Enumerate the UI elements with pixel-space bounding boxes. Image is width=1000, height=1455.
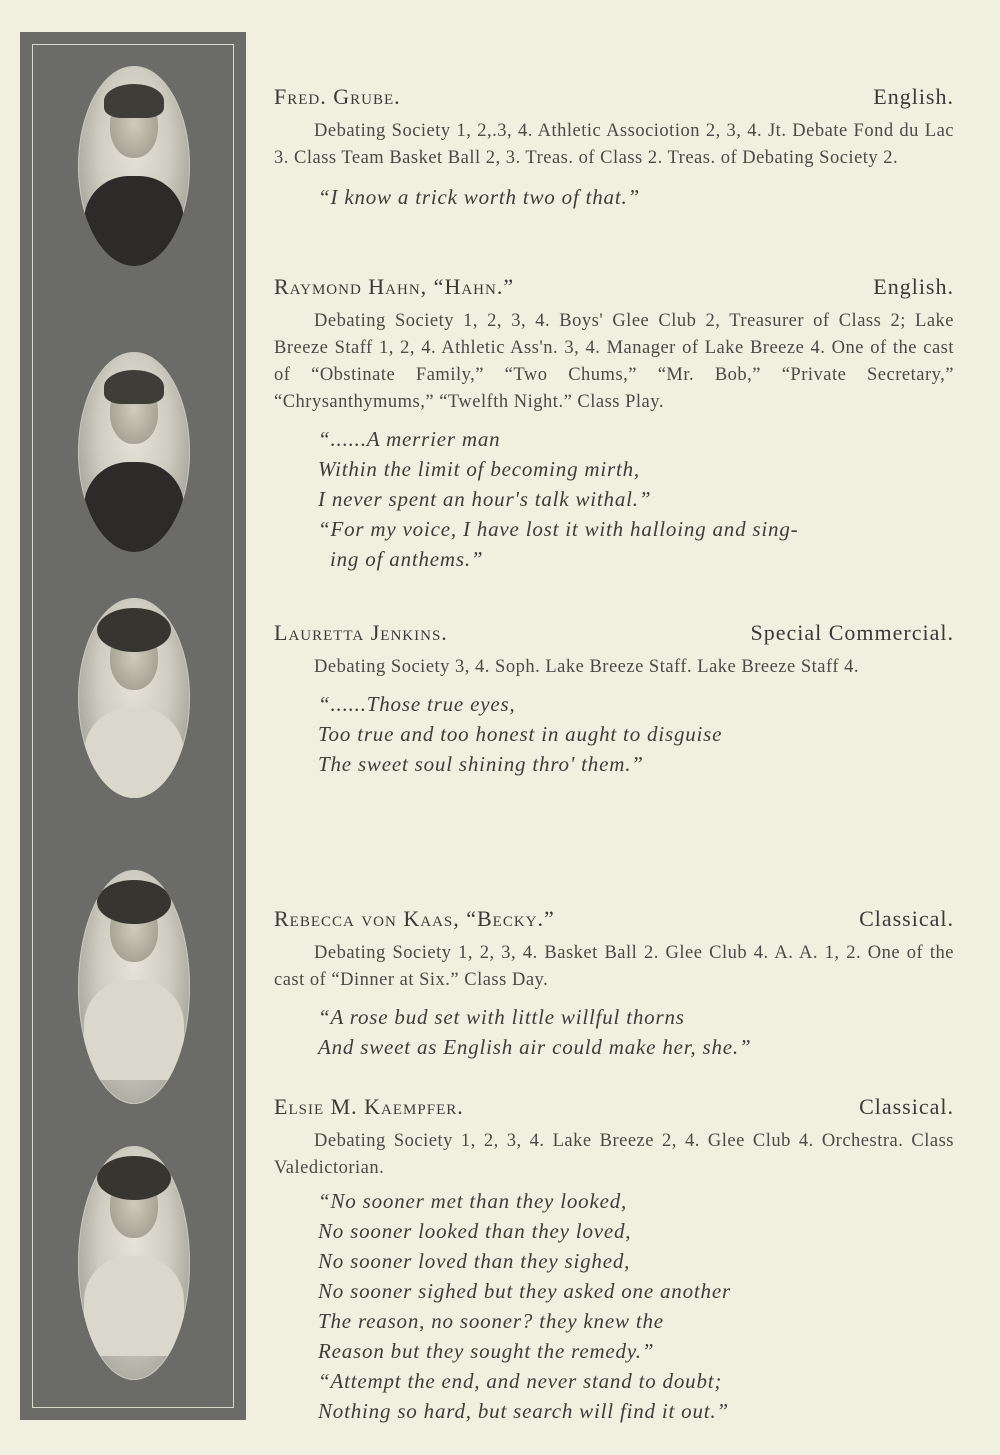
quote-line: Too true and too honest in aught to disguise [318, 722, 723, 746]
quote-line: “No sooner met than they looked, [318, 1189, 628, 1213]
quote-line: “For my voice, I have lost it with halloing and sing- [318, 517, 799, 541]
portrait-rebecca-von-kaas [78, 870, 190, 1104]
entry-heading [274, 906, 954, 940]
quote-line: Within the limit of becoming mirth, [318, 457, 640, 481]
activities-record: Debating Society 3, 4. Soph. Lake Breeze Staff. Lake Breeze Staff 4. [314, 657, 859, 677]
entry-fred-grube [274, 84, 954, 212]
student-quote [318, 182, 954, 212]
entry-heading [274, 274, 954, 308]
student-name: Rebecca von Kaas, “Becky.” [274, 906, 555, 931]
quote-line: ing of anthems.” [330, 547, 484, 571]
course-name: Special Commercial. [750, 620, 954, 645]
quote-line: “Attempt the end, and never stand to doubt; [318, 1369, 723, 1393]
portrait-fred-grube [78, 66, 190, 266]
student-name: Lauretta Jenkins. [274, 620, 448, 645]
quote-line: No sooner sighed but they asked one another [318, 1279, 731, 1303]
course-name: English. [873, 84, 954, 109]
quote-line: “......A merrier man [318, 427, 501, 451]
entry-heading [274, 620, 954, 654]
student-name: Fred. Grube. [274, 84, 401, 109]
student-quote [318, 424, 954, 574]
course-name: Classical. [859, 906, 954, 931]
entry-raymond-hahn [274, 274, 954, 574]
portrait-lauretta-jenkins [78, 598, 190, 798]
activities-record: Debating Society 1, 2,.3, 4. Athletic Associotion 2, 3, 4. Jt. Debate Fond du Lac 3. Class Team Basket Ball 2, 3. Treas. of Class 2. Treas. of Debating Society 2. [274, 121, 954, 168]
quote-line: The reason, no sooner? they knew the [318, 1309, 664, 1333]
entry-rebecca-von-kaas [274, 906, 954, 1062]
quote-line: “......Those true eyes, [318, 692, 516, 716]
student-name: Elsie M. Kaempfer. [274, 1094, 464, 1119]
student-name: Raymond Hahn, “Hahn.” [274, 274, 515, 299]
quote-line: “A rose bud set with little willful thorns [318, 1005, 685, 1029]
activities-record: Debating Society 1, 2, 3, 4. Boys' Glee Club 2, Treasurer of Class 2; Lake Breeze Staff 1, 2, 4. Athletic Ass'n. 3, 4. Manager of Lake Breeze 4. One of the cast of “Obstinate Family,” “Two Chums,” “Mr. Bob,” “Private Secretary,” “Chrysanthymums,” “Twelfth Night.” Class Play. [274, 311, 954, 412]
course-name: Classical. [859, 1094, 954, 1119]
student-quote [318, 1002, 954, 1062]
quote-line: The sweet soul shining thro' them.” [318, 752, 644, 776]
quote-line: Reason but they sought the remedy.” [318, 1339, 655, 1363]
portrait-strip [20, 32, 246, 1420]
quote-line: No sooner loved than they sighed, [318, 1249, 631, 1273]
quote-line: “I know a trick worth two of that.” [318, 185, 641, 209]
activities-record: Debating Society 1, 2, 3, 4. Lake Breeze 2, 4. Glee Club 4. Orchestra. Class Valedictorian. [274, 1131, 954, 1178]
entry-heading [274, 1094, 954, 1128]
entry-lauretta-jenkins [274, 620, 954, 779]
quote-line: I never spent an hour's talk withal.” [318, 487, 652, 511]
portrait-elsie-kaempfer [78, 1146, 190, 1380]
entry-heading [274, 84, 954, 118]
quote-line: Nothing so hard, but search will find it out.” [318, 1399, 729, 1423]
quote-line: No sooner looked than they loved, [318, 1219, 632, 1243]
course-name: English. [873, 274, 954, 299]
quote-line: And sweet as English air could make her, she.” [318, 1035, 752, 1059]
activities-record: Debating Society 1, 2, 3, 4. Basket Ball 2. Glee Club 4. A. A. 1, 2. One of the cast of “Dinner at Six.” Class Day. [274, 943, 954, 990]
student-quote [318, 689, 954, 779]
student-quote [318, 1186, 954, 1426]
portrait-raymond-hahn [78, 352, 190, 552]
entry-elsie-kaempfer [274, 1094, 954, 1426]
